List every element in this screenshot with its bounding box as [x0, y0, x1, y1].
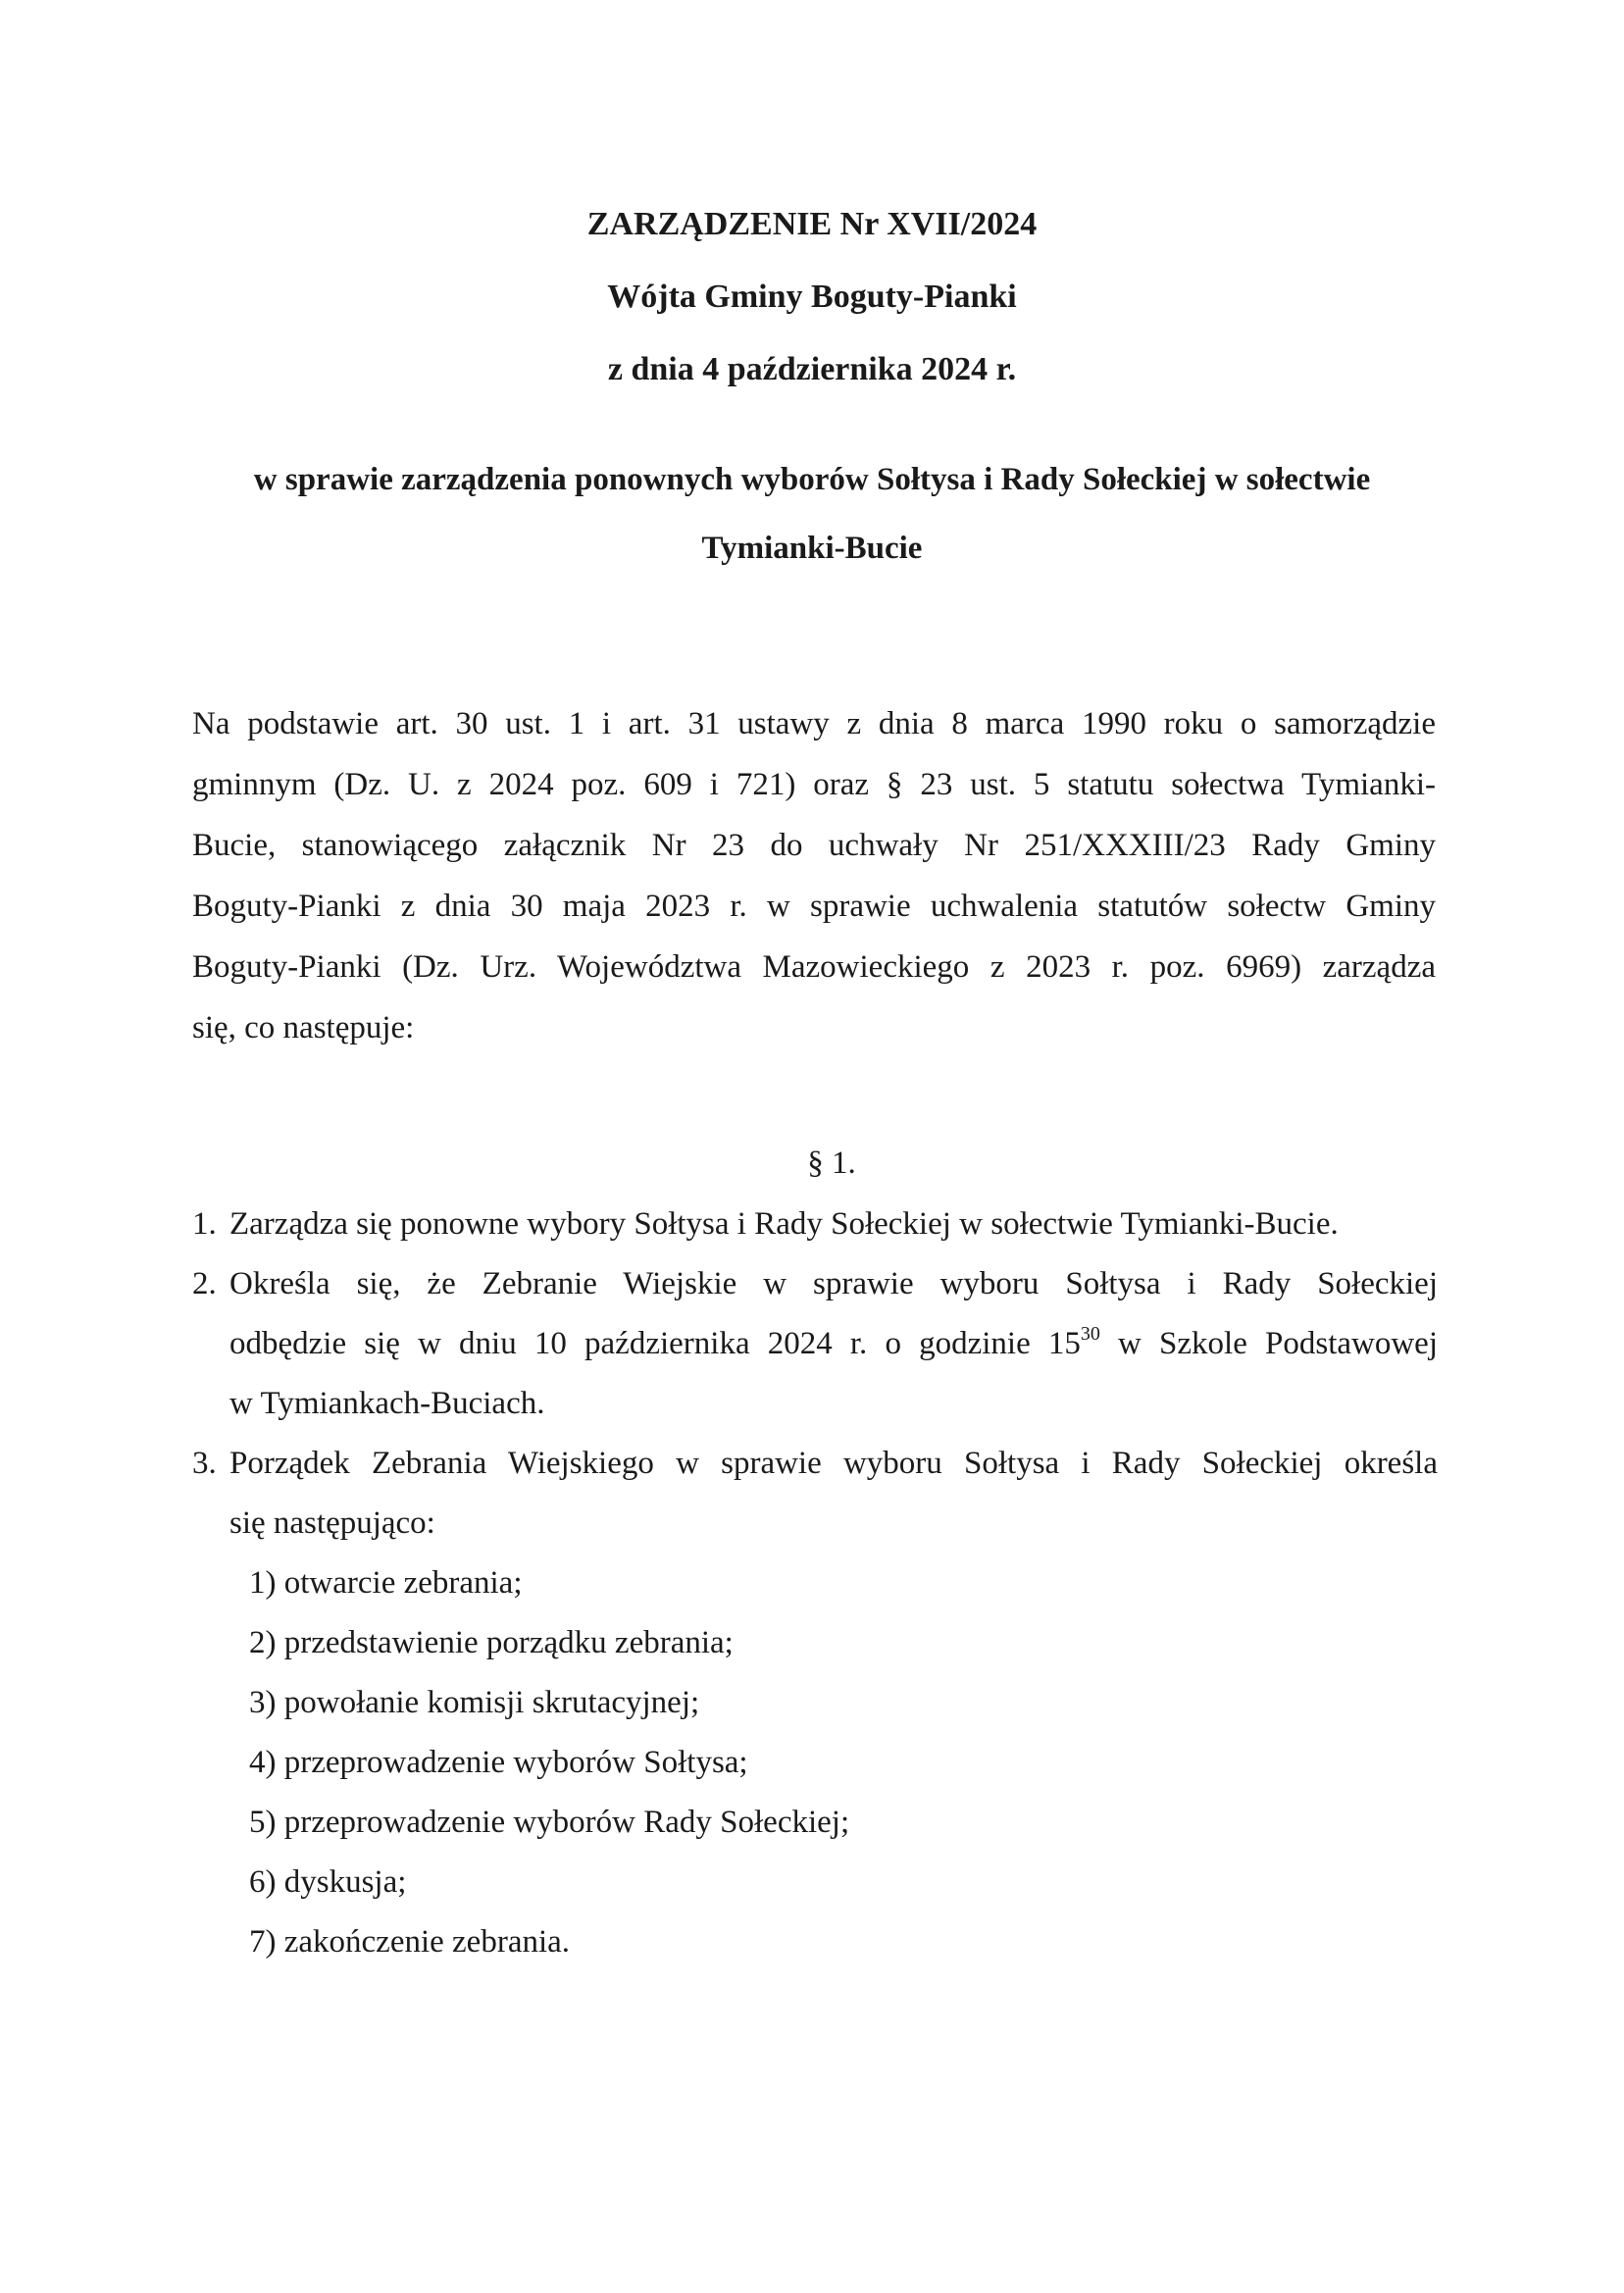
agenda-item: 1) otwarcie zebrania;: [249, 1565, 523, 1601]
legal-basis-paragraph: [192, 693, 1436, 1058]
agenda-item: 7) zakończenie zebrania.: [249, 1924, 571, 1960]
document-issuer: Wójta Gminy Boguty-Pianki: [607, 279, 1017, 315]
subject-line-2: Tymianki-Bucie: [701, 531, 923, 566]
point-text: w Tymiankach-Buciach.: [229, 1386, 545, 1421]
agenda-item: 3) powołanie komisji skrutacyjnej;: [249, 1685, 700, 1720]
section-mark: § 1.: [807, 1146, 856, 1181]
basis-line: Bucie, stanowiącego załącznik Nr 23 do uchwały Nr 251/XXXIII/23 Rady Gminy: [192, 828, 1436, 863]
point-number: 1.: [192, 1206, 217, 1242]
point-text-segment: w Szkole Podstawowej: [1099, 1326, 1438, 1361]
section-points: [192, 1195, 1438, 1972]
basis-line: gminnym (Dz. U. z 2024 poz. 609 i 721) oraz § 23 ust. 5 statutu sołectwa Tymianki-: [192, 767, 1436, 802]
basis-line: Boguty-Pianki (Dz. Urz. Województwa Mazowieckiego z 2023 r. poz. 6969) zarządza: [192, 949, 1436, 985]
point-3: [192, 1434, 1438, 1554]
point-1: [192, 1195, 1438, 1254]
document-header: [0, 188, 1624, 406]
basis-line: Na podstawie art. 30 ust. 1 i art. 31 ustawy z dnia 8 marca 1990 roku o samorządzie: [192, 706, 1436, 741]
point-2: [192, 1254, 1438, 1434]
agenda-item: 5) przeprowadzenie wyborów Rady Sołeckiej;: [249, 1805, 850, 1840]
point-number: 3.: [192, 1446, 217, 1481]
subject-line-1: w sprawie zarządzenia ponownych wyborów Sołtysa i Rady Sołeckiej w sołectwie: [253, 462, 1371, 497]
point-text-segment: odbędzie się w dniu 10 października 2024 r. o godzinie 15: [229, 1326, 1081, 1361]
point-text-meeting-time: [229, 1314, 1438, 1374]
time-minutes-superscript: 30: [1080, 1323, 1100, 1345]
point-text: Porządek Zebrania Wiejskiego w sprawie wyboru Sołtysa i Rady Sołeckiej określa: [229, 1446, 1438, 1481]
agenda-item: 2) przedstawienie porządku zebrania;: [249, 1625, 734, 1660]
document-date: z dnia 4 października 2024 r.: [607, 351, 1017, 387]
basis-line: się, co następuje:: [192, 1010, 415, 1045]
point-text: Zarządza się ponowne wybory Sołtysa i Rady Sołeckiej w sołectwie Tymianki-Bucie.: [229, 1206, 1339, 1242]
agenda-item: 4) przeprowadzenie wyborów Sołtysa;: [249, 1745, 748, 1780]
agenda-list: [192, 1554, 1438, 1972]
agenda-item: 6) dyskusja;: [249, 1864, 407, 1900]
point-text: Określa się, że Zebranie Wiejskie w sprawie wyboru Sołtysa i Rady Sołeckiej: [229, 1266, 1438, 1301]
document-subject: [147, 445, 1477, 583]
document-title: ZARZĄDZENIE Nr XVII/2024: [586, 206, 1038, 242]
point-text: się następująco:: [229, 1505, 435, 1541]
point-number: 2.: [192, 1266, 217, 1301]
basis-line: Boguty-Pianki z dnia 30 maja 2023 r. w sprawie uchwalenia statutów sołectw Gminy: [192, 889, 1436, 924]
